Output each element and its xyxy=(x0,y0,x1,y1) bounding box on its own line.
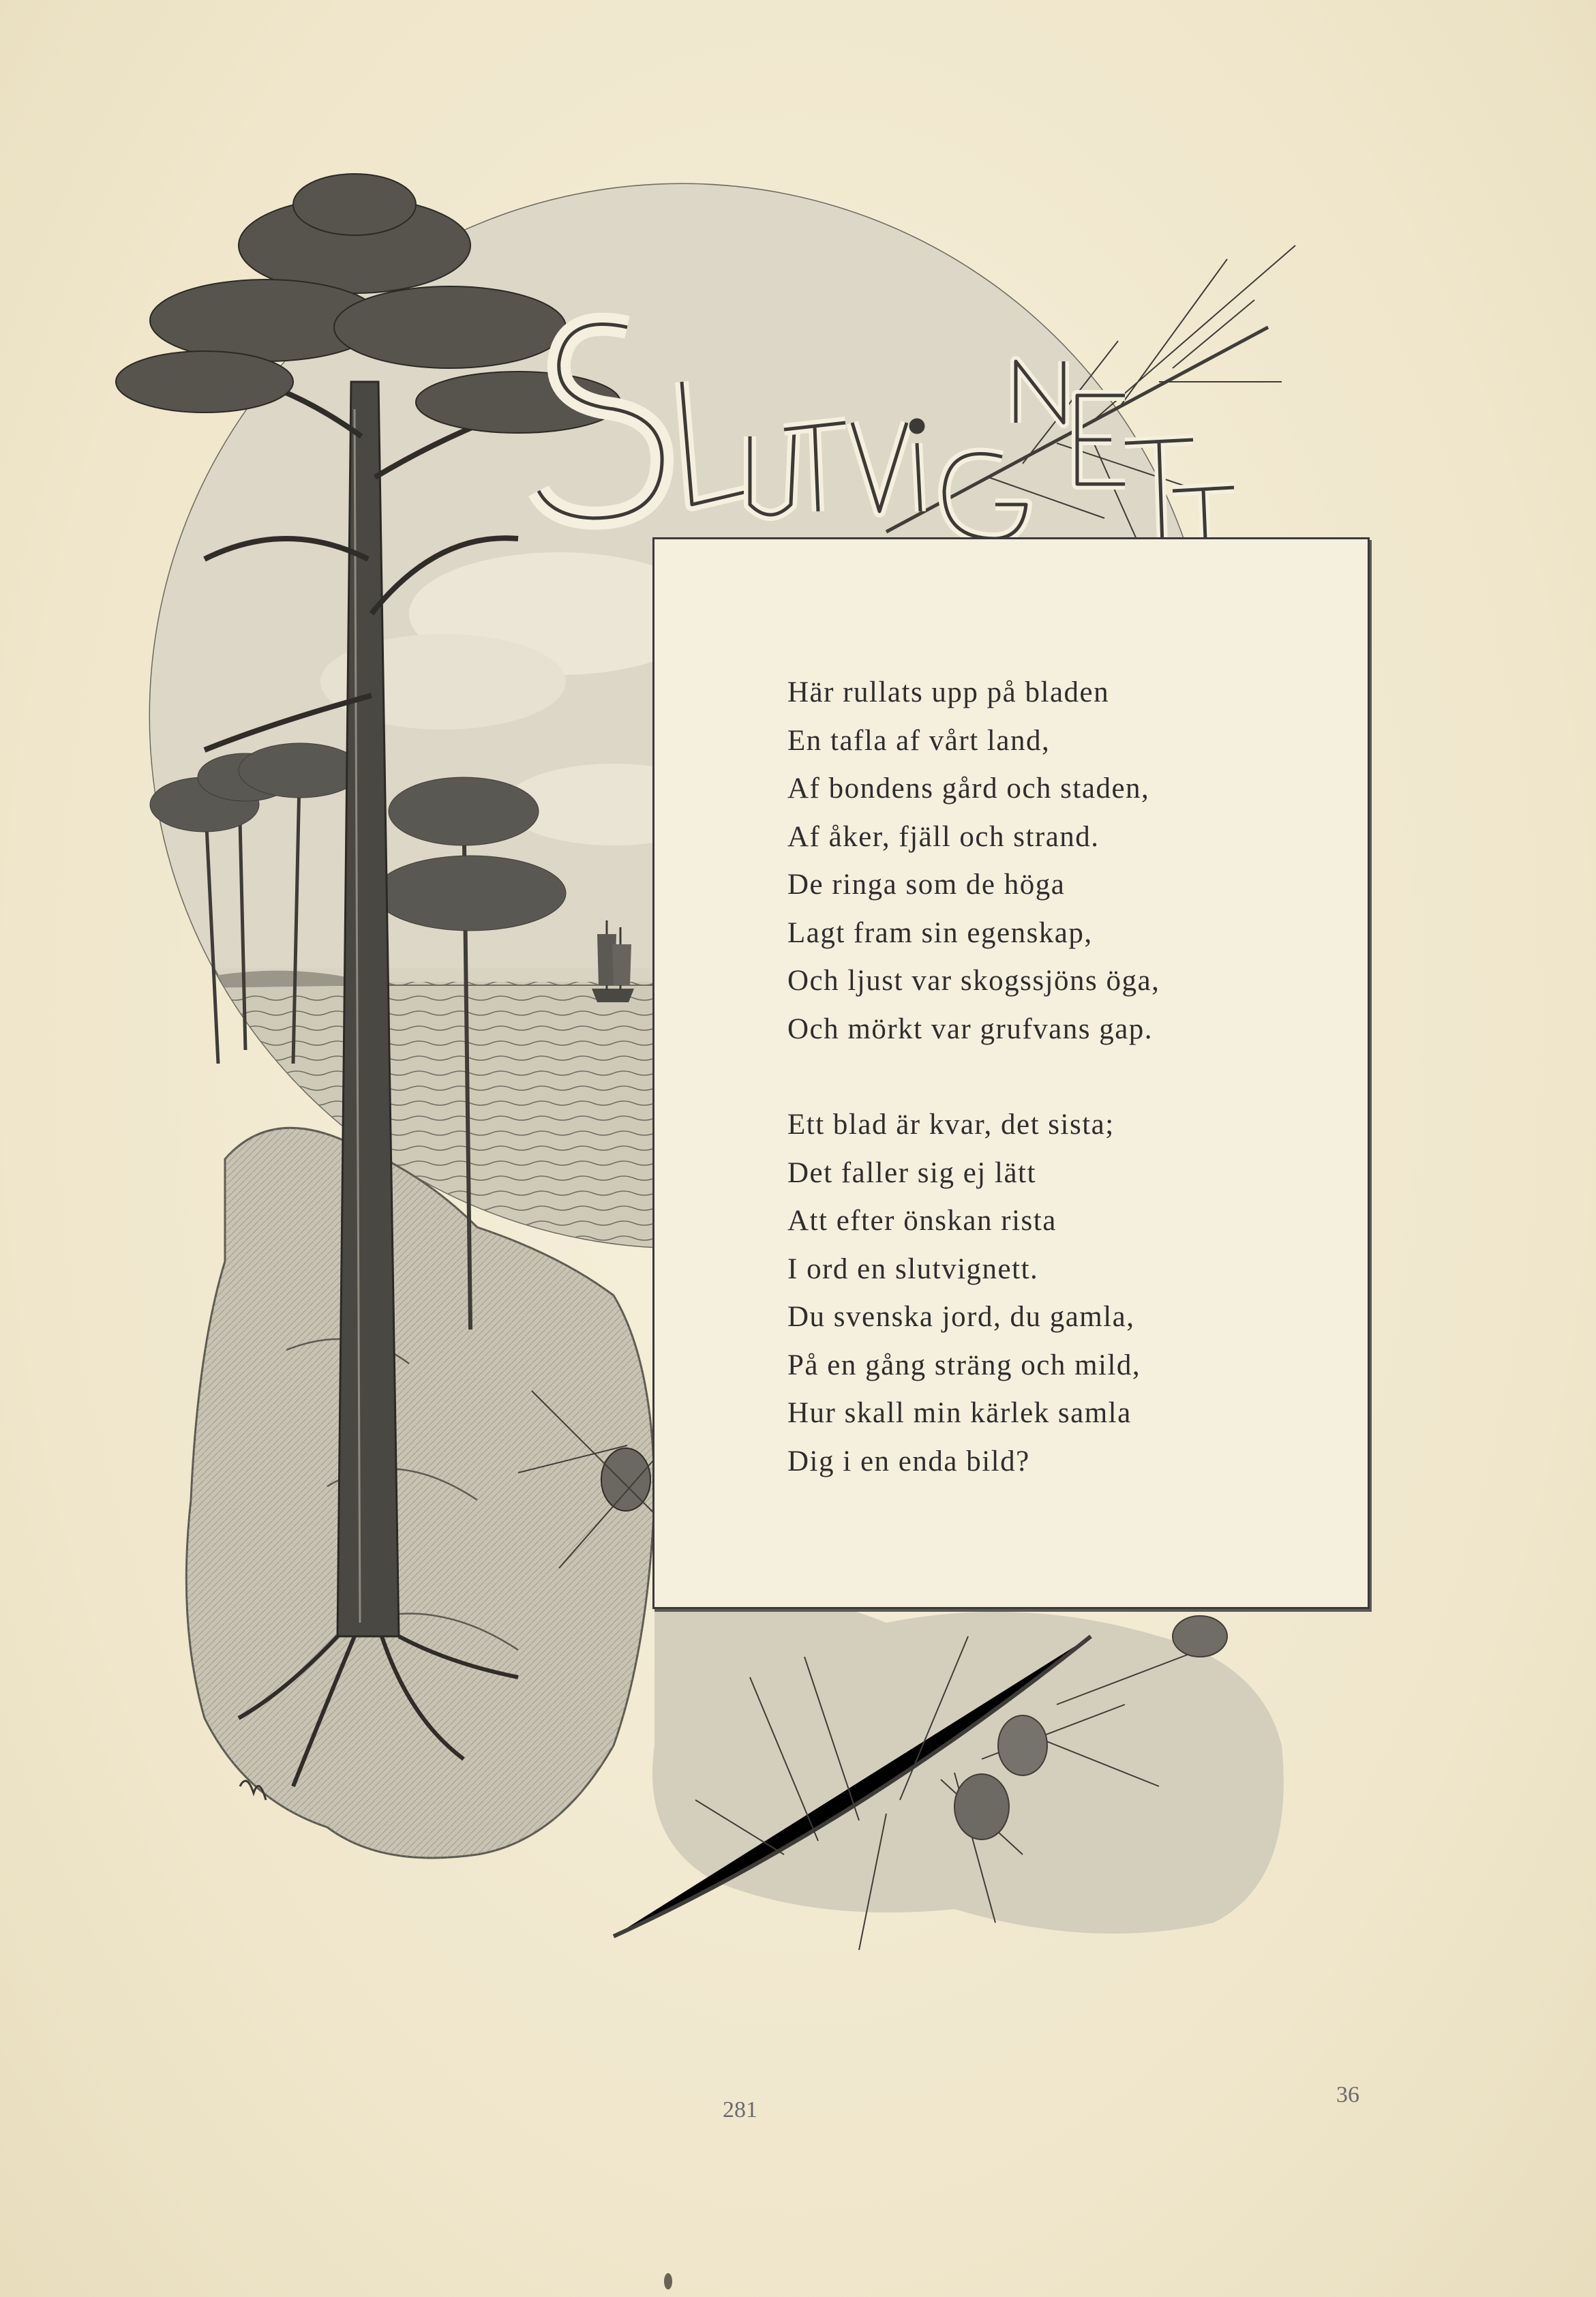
poem-line: De ringa som de höga xyxy=(787,869,1066,901)
poem-line: En tafla af vårt land, xyxy=(787,724,1051,757)
poem-line: Lagt fram sin egenskap, xyxy=(787,916,1093,949)
poem-line: Och ljust var skogssjöns öga, xyxy=(787,965,1160,997)
poem-line: Af åker, fjäll och strand. xyxy=(787,820,1100,853)
page-number: 281 xyxy=(723,2097,757,2122)
poem-line: Och mörkt var grufvans gap. xyxy=(787,1012,1154,1045)
poem-line: Dig i en enda bild? xyxy=(787,1445,1030,1477)
poem-stanza-1 xyxy=(787,669,1333,1053)
ink-spot xyxy=(664,2273,672,2290)
poem-line: Af bondens gård och staden, xyxy=(787,772,1150,805)
poem-line: Att efter önskan rista xyxy=(787,1205,1057,1237)
poem-line: I ord en slutvignett. xyxy=(787,1252,1039,1285)
sheet-signature-number: 36 xyxy=(1336,2082,1359,2107)
poem-stanza-2 xyxy=(787,1101,1333,1486)
poem-text xyxy=(787,669,1333,1486)
poem-line: Det faller sig ej lätt xyxy=(787,1156,1036,1189)
poem-line: Ett blad är kvar, det sista; xyxy=(787,1109,1115,1141)
poem-line: Hur skall min kärlek samla xyxy=(787,1397,1132,1429)
poem-line: Här rullats upp på bladen xyxy=(787,676,1110,708)
poem-frame xyxy=(652,537,1370,1609)
poem-line: På en gång sträng och mild, xyxy=(787,1349,1141,1381)
poem-line: Du svenska jord, du gamla, xyxy=(787,1301,1135,1333)
